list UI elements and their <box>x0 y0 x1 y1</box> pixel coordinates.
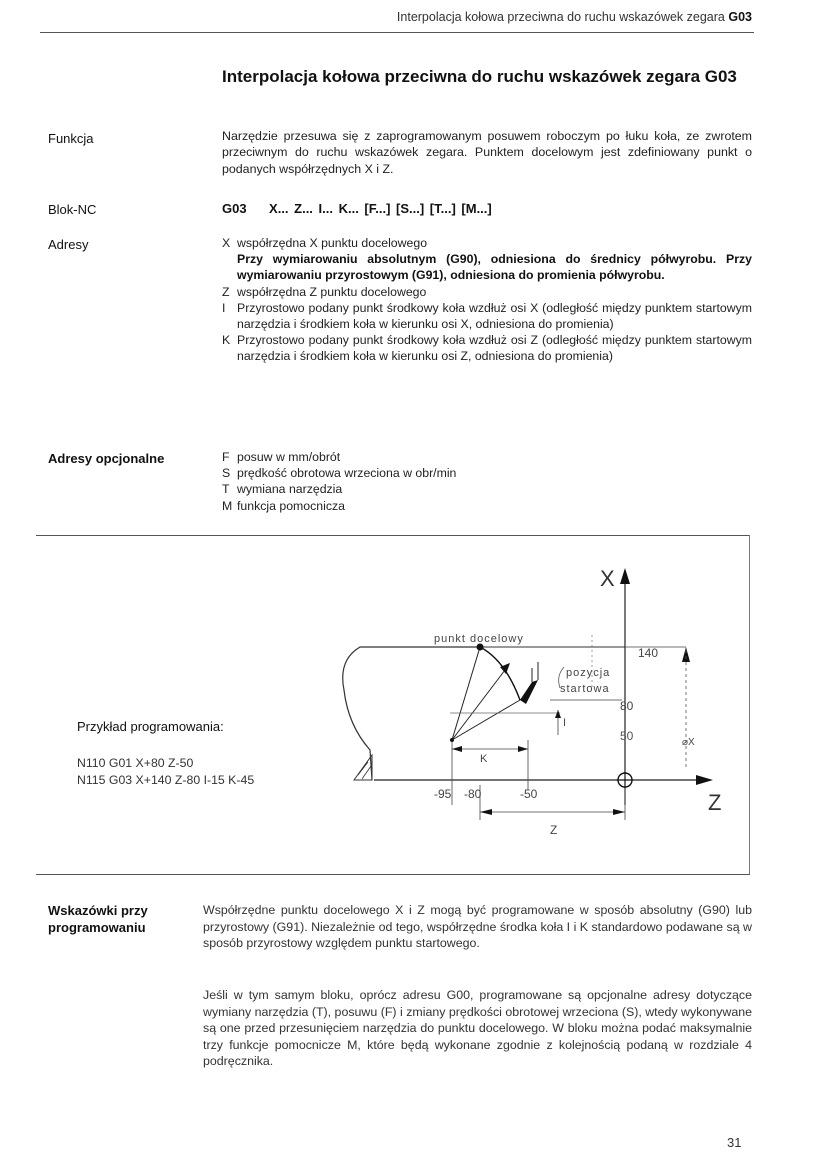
dim-i-label: I <box>563 717 567 729</box>
address-i <box>222 300 752 332</box>
center-point <box>450 738 454 742</box>
optional-address-list <box>222 449 456 514</box>
workpiece-outline <box>343 647 480 780</box>
x-tick-50: 50 <box>620 729 634 743</box>
optional-address <box>222 481 456 497</box>
x-tick-80: 80 <box>620 699 634 713</box>
address-text: funkcja pomocnicza <box>237 498 345 513</box>
radius-line <box>452 670 505 740</box>
address-text: Przyrostowo podany punkt środkowy koła wzdłuż osi X (odległość między punktem startowym narzędzia i środkiem koła w kierunku osi X, odniesiona do promienia) <box>237 300 752 332</box>
nc-block-syntax: G03 X... Z... I... K... [F...] [S...] [T...] [M...] <box>222 201 492 216</box>
address-letter: Z <box>222 284 230 299</box>
example-top-rule <box>36 535 750 536</box>
tool-shape <box>520 680 538 704</box>
running-title: Interpolacja kołowa przeciwna do ruchu wskazówek zegara <box>396 10 725 24</box>
example-bottom-rule <box>36 874 750 875</box>
label-blok-nc: Blok-NC <box>48 202 97 217</box>
optional-address <box>222 449 456 465</box>
funkcja-text: Narzędzie przesuwa się z zaprogramowanym posuwem roboczym po łuku koła, ze zwrotem przeciwnym do ruchu wskazówek zegara. Punktem docelowym jest zdefiniowany punkt o podanych współrzędnych X i Z. <box>222 129 752 176</box>
header-rule <box>40 32 754 33</box>
label-adresy-opcjonalne: Adresy opcjonalne <box>48 451 165 466</box>
example-code-line: N110 G01 X+80 Z-50 <box>77 756 194 770</box>
address-letter: I <box>222 300 226 315</box>
z-tick-50: -50 <box>520 787 538 801</box>
address-text: Przyrostowo podany punkt środkowy koła wzdłuż osi Z (odległość między punktem startowym narzędzia i środkiem koła w kierunku osi Z, odniesiona do promienia) <box>237 333 752 364</box>
dim-k-label: K <box>480 753 488 765</box>
running-code: G03 <box>728 10 752 24</box>
optional-address <box>222 465 456 481</box>
target-label: punkt docelowy <box>434 633 524 645</box>
address-text: posuw w mm/obrót <box>237 450 341 464</box>
start-label-1: pozycja <box>566 667 611 679</box>
address-letter: F <box>222 450 230 464</box>
address-text: współrzędna X punktu docelowego <box>237 236 428 250</box>
notes-label-line1: Wskazówki przy <box>48 903 148 918</box>
label-funkcja: Funkcja <box>48 131 94 146</box>
dim-z-label: Z <box>550 823 558 837</box>
notes-label-line2: programowaniu <box>48 920 146 935</box>
chuck-hatch <box>354 755 372 780</box>
notes-label <box>48 902 148 936</box>
address-letter: T <box>222 482 230 497</box>
address-text: współrzędna Z punktu docelowego <box>237 284 427 299</box>
g03-diagram <box>330 550 750 850</box>
optional-address <box>222 498 456 514</box>
address-letter: X <box>222 236 231 250</box>
address-list <box>222 235 752 365</box>
axis-z-label: Z <box>708 790 722 815</box>
address-x-note: Przy wymiarowaniu absolutnym (G90), odniesiona do średnicy półwyrobu. Przy wymiarowaniu przyrostowym (G91), odniesiona do promienia półwyrobu. <box>237 252 752 283</box>
running-header <box>0 10 752 24</box>
address-letter: M <box>222 498 233 513</box>
diameter-label: ⌀X <box>682 737 695 748</box>
x-tick-140: 140 <box>638 646 659 660</box>
start-label-2: startowa <box>560 683 610 695</box>
example-code-line: N115 G03 X+140 Z-80 I-15 K-45 <box>77 773 255 787</box>
address-z <box>222 284 752 300</box>
address-letter: S <box>222 466 231 481</box>
label-adresy: Adresy <box>48 237 89 252</box>
example-title: Przykład programowania: <box>77 719 224 734</box>
z-tick-95: -95 <box>434 787 452 801</box>
address-text: wymiana narzędzia <box>237 482 343 497</box>
address-k <box>222 332 752 364</box>
notes-paragraph-1: Współrzędne punktu docelowego X i Z mogą być programowane w sposób absolutny (G90) lub przyrostowy (G91). Niezależnie od tego, współrzędne środka koła I i K standardowo podawane są w sposób przyrostowy względem punktu startowego. <box>203 903 752 950</box>
z-axis-arrow <box>696 775 713 785</box>
page-title: Interpolacja kołowa przeciwna do ruchu wskazówek zegara G03 <box>222 67 737 86</box>
address-letter: K <box>222 333 231 348</box>
z-tick-80: -80 <box>464 787 482 801</box>
page-number: 31 <box>727 1135 742 1150</box>
notes-paragraph-2: Jeśli w tym samym bloku, oprócz adresu G00, programowane są opcjonalne adresy dotyczące wymiany narzędzia (T), posuwu (F) i zmiany prędkości obrotowej wrzeciona (S), wtedy wykonywane są one przed przesunięciem narzędzia do punktu docelowego. W bloku można podać maksymalnie trzy funkcje pomocnicze M, które będą wykonane zgodnie z kolejnością podaną w rozdziale 4 podręcznika. <box>203 988 752 1068</box>
x-axis-arrow <box>620 568 630 584</box>
address-text: prędkość obrotowa wrzeciona w obr/min <box>237 466 457 481</box>
address-x <box>222 235 752 284</box>
axis-x-label: X <box>600 566 615 591</box>
arc-path <box>480 647 520 700</box>
